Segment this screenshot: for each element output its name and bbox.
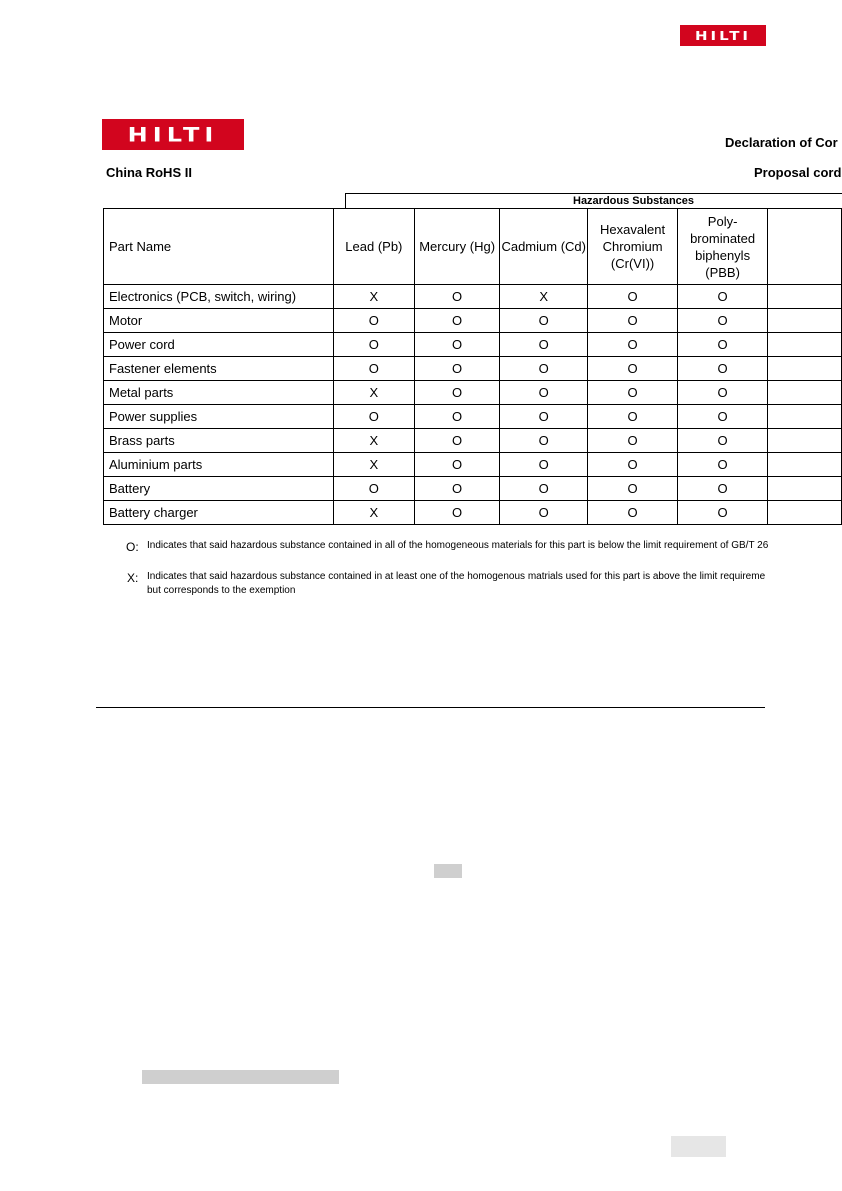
table-row	[104, 285, 842, 309]
substance-cell: O	[678, 285, 768, 309]
substance-cell: O	[500, 381, 588, 405]
redacted-block	[434, 864, 462, 878]
document-title: Declaration of Cor	[725, 135, 838, 150]
part-name-cell: Aluminium parts	[104, 453, 334, 477]
substance-cell: X	[333, 285, 414, 309]
part-name-cell: Electronics (PCB, switch, wiring)	[104, 285, 334, 309]
legend-o	[126, 539, 769, 554]
legend-x-text-line2: but corresponds to the exemption	[147, 585, 296, 596]
redacted-block	[671, 1136, 726, 1157]
substance-cell: O	[333, 405, 414, 429]
substance-cell: O	[588, 357, 678, 381]
substance-cell: O	[500, 405, 588, 429]
substance-cell: O	[678, 501, 768, 525]
table-row	[104, 429, 842, 453]
redacted-block	[142, 1070, 339, 1084]
column-header-cut	[768, 209, 842, 285]
substance-cell: O	[678, 429, 768, 453]
legend-x-text-line1: Indicates that said hazardous substance contained in at least one of the homogenous matrials used for this part is above the limit requireme	[147, 571, 766, 582]
substance-cell: O	[414, 477, 500, 501]
legend-x	[127, 570, 766, 598]
table-row	[104, 477, 842, 501]
table-row	[104, 333, 842, 357]
part-name-cell: Metal parts	[104, 381, 334, 405]
table-row	[104, 405, 842, 429]
hazardous-substances-header: Hazardous Substances	[345, 193, 842, 208]
substance-cell: O	[414, 429, 500, 453]
substance-cell: O	[588, 501, 678, 525]
substance-cell-cut	[768, 309, 842, 333]
substance-cell: O	[588, 333, 678, 357]
substance-cell: O	[588, 453, 678, 477]
table-header-row	[104, 209, 842, 285]
substance-cell: O	[678, 357, 768, 381]
substance-cell: O	[333, 357, 414, 381]
substance-cell: O	[500, 309, 588, 333]
substance-cell: O	[588, 285, 678, 309]
substance-cell: O	[500, 357, 588, 381]
substance-cell: X	[333, 429, 414, 453]
substance-cell: O	[414, 453, 500, 477]
column-header: Part Name	[104, 209, 334, 285]
substance-cell-cut	[768, 357, 842, 381]
substance-cell: O	[588, 381, 678, 405]
part-name-cell: Battery	[104, 477, 334, 501]
part-name-cell: Fastener elements	[104, 357, 334, 381]
substance-cell: O	[500, 429, 588, 453]
part-name-cell: Power cord	[104, 333, 334, 357]
hilti-logo-header: HILTI	[680, 25, 766, 46]
column-header: Lead (Pb)	[333, 209, 414, 285]
substance-cell-cut	[768, 333, 842, 357]
substance-cell: O	[500, 453, 588, 477]
substance-cell: X	[500, 285, 588, 309]
hilti-logo-document: HILTI	[102, 119, 244, 150]
substance-cell-cut	[768, 429, 842, 453]
substance-cell: O	[678, 309, 768, 333]
substance-cell: O	[414, 357, 500, 381]
part-name-cell: Battery charger	[104, 501, 334, 525]
substance-cell: O	[588, 405, 678, 429]
legend-o-text: Indicates that said hazardous substance contained in all of the homogeneous materials for this part is below the limit requirement of GB/T 26	[147, 540, 769, 551]
column-header: Cadmium (Cd)	[500, 209, 588, 285]
substance-cell: O	[333, 333, 414, 357]
table-row	[104, 501, 842, 525]
substance-cell-cut	[768, 381, 842, 405]
table-row	[104, 381, 842, 405]
substance-cell: O	[414, 501, 500, 525]
substance-cell: O	[414, 381, 500, 405]
section-divider	[96, 707, 765, 708]
substance-cell: O	[414, 405, 500, 429]
substance-cell: O	[588, 429, 678, 453]
column-header: Mercury (Hg)	[414, 209, 500, 285]
part-name-cell: Motor	[104, 309, 334, 333]
substance-cell-cut	[768, 477, 842, 501]
part-name-cell: Power supplies	[104, 405, 334, 429]
substance-cell: X	[333, 453, 414, 477]
substance-cell: O	[414, 309, 500, 333]
substance-cell-cut	[768, 285, 842, 309]
substance-cell: O	[588, 309, 678, 333]
substance-cell-cut	[768, 453, 842, 477]
substance-cell: O	[333, 477, 414, 501]
substance-cell: O	[500, 333, 588, 357]
regulation-heading: China RoHS II	[106, 165, 192, 180]
legend-x-symbol: X:	[127, 571, 139, 585]
substance-cell: O	[678, 333, 768, 357]
substance-cell: X	[333, 381, 414, 405]
substance-cell: O	[678, 477, 768, 501]
substance-cell: X	[333, 501, 414, 525]
legend-o-symbol: O:	[126, 540, 139, 554]
substance-cell: O	[678, 381, 768, 405]
column-header: Hexavalent Chromium (Cr(VI))	[588, 209, 678, 285]
substance-cell: O	[500, 501, 588, 525]
substance-cell: O	[588, 477, 678, 501]
table-row	[104, 357, 842, 381]
substance-cell: O	[678, 453, 768, 477]
substance-cell: O	[414, 333, 500, 357]
rohs-table	[103, 208, 842, 525]
substance-cell-cut	[768, 405, 842, 429]
substance-cell-cut	[768, 501, 842, 525]
substance-cell: O	[414, 285, 500, 309]
product-heading: Proposal cord	[754, 165, 842, 180]
substance-cell: O	[678, 405, 768, 429]
part-name-cell: Brass parts	[104, 429, 334, 453]
substance-cell: O	[500, 477, 588, 501]
column-header: Poly-brominated biphenyls (PBB)	[678, 209, 768, 285]
table-row	[104, 309, 842, 333]
table-row	[104, 453, 842, 477]
substance-cell: O	[333, 309, 414, 333]
